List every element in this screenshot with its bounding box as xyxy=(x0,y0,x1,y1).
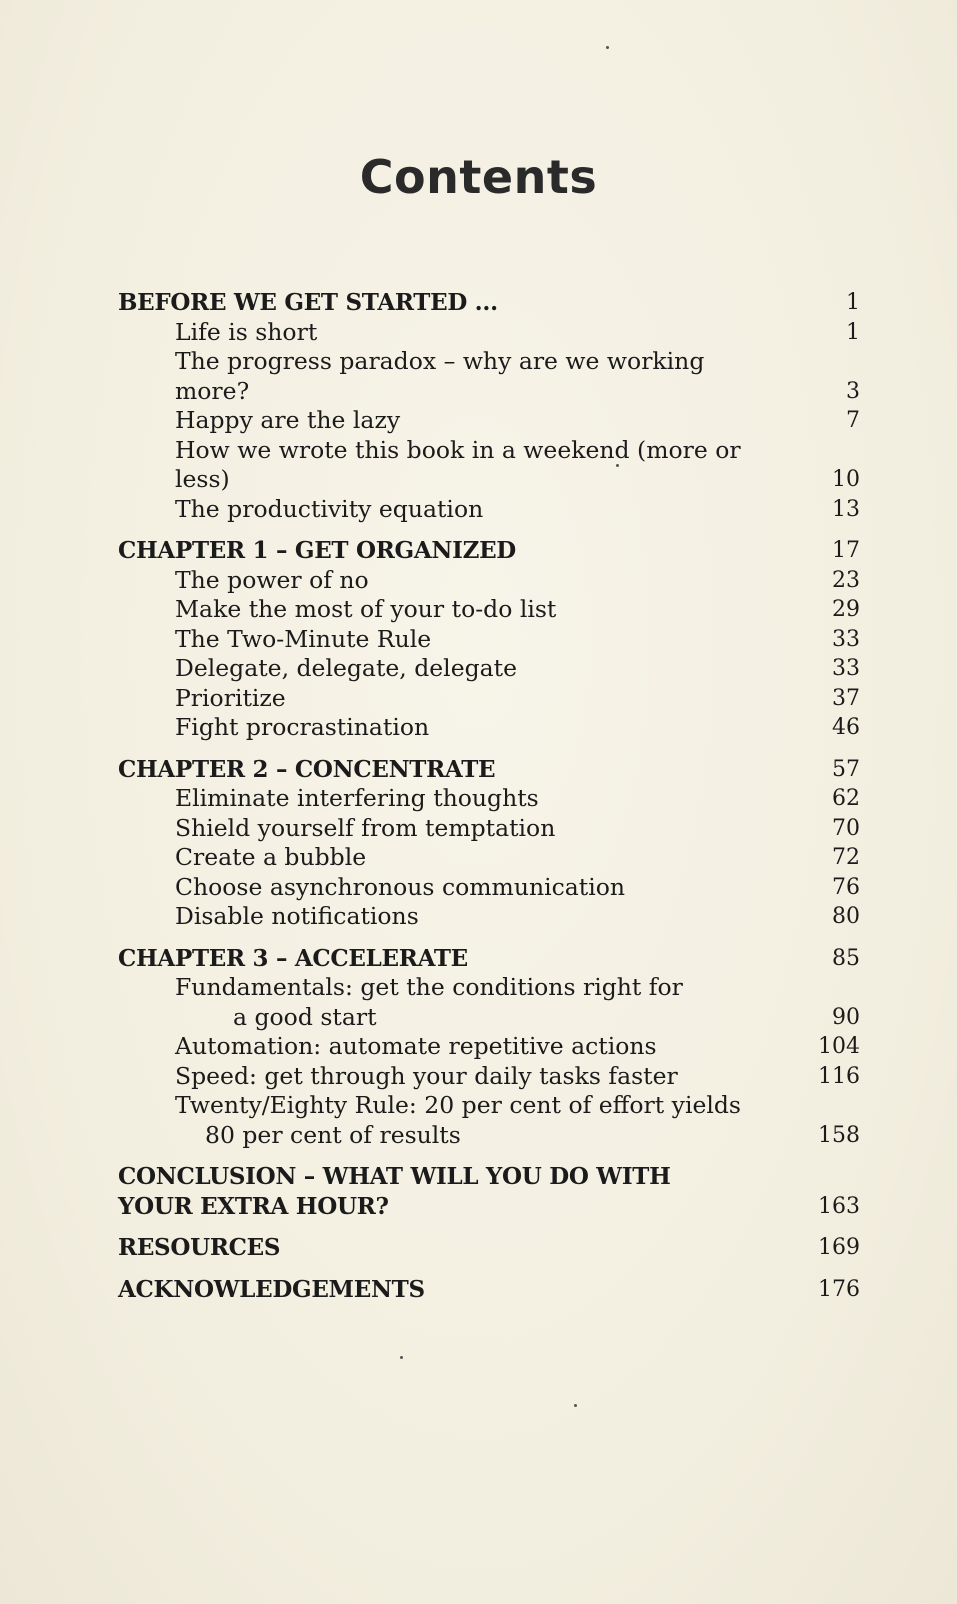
toc-entry[interactable] xyxy=(118,406,860,436)
toc-page-number: 10 xyxy=(832,467,860,492)
toc-entry-title: How we wrote this book in a weekend (more or less) xyxy=(175,435,741,493)
page-title: Contents xyxy=(359,150,598,204)
toc-page-number: 33 xyxy=(832,656,860,681)
toc-entry-title: a good start xyxy=(233,1002,377,1031)
paper-speck xyxy=(616,464,619,467)
toc-entry[interactable] xyxy=(118,595,860,625)
toc-page-number: 158 xyxy=(818,1122,860,1148)
toc-entry-title: Automation: automate repetitive actions xyxy=(175,1032,657,1060)
toc-page-number: 57 xyxy=(832,756,860,782)
toc-section xyxy=(118,536,860,743)
toc-entry[interactable] xyxy=(118,1062,860,1092)
toc-page-number: 17 xyxy=(832,538,860,563)
toc-entry-title: Happy are the lazy xyxy=(175,406,401,434)
toc-entry-title: Eliminate interfering thoughts xyxy=(175,784,539,812)
toc-entry[interactable] xyxy=(118,684,860,714)
toc-entry[interactable] xyxy=(118,1032,860,1062)
toc-entry[interactable] xyxy=(118,436,860,495)
toc-page-number: 29 xyxy=(832,597,860,622)
toc-entry[interactable] xyxy=(118,566,860,596)
toc-entry-title: The Two-Minute Rule xyxy=(175,624,432,653)
toc-section xyxy=(118,288,860,524)
toc-entry[interactable] xyxy=(118,654,860,684)
toc-section xyxy=(118,944,860,1151)
toc-entry-title: YOUR EXTRA HOUR? xyxy=(118,1192,389,1220)
toc-entry[interactable] xyxy=(118,784,860,814)
toc-entry-title: The power of no xyxy=(175,565,369,594)
toc-page-number: 1 xyxy=(846,290,860,315)
toc-page-number: 80 xyxy=(832,904,860,929)
paper-speck xyxy=(400,1356,403,1359)
toc-entry[interactable] xyxy=(118,713,860,743)
toc-page-number: 72 xyxy=(832,845,860,870)
toc-entry-title: CHAPTER 2 – CONCENTRATE xyxy=(118,755,496,783)
toc-entry-title: CONCLUSION – WHAT WILL YOU DO WITH xyxy=(118,1163,671,1190)
toc-heading[interactable] xyxy=(118,944,860,974)
toc-entry-title: CHAPTER 1 – GET ORGANIZED xyxy=(118,537,516,564)
toc-entry-title: RESOURCES xyxy=(118,1234,281,1261)
paper-speck xyxy=(574,1404,577,1407)
toc-page-number: 3 xyxy=(846,378,860,404)
table-of-contents xyxy=(118,288,860,1316)
toc-entry[interactable] xyxy=(118,973,860,1032)
toc-entry-title: Speed: get through your daily tasks faster xyxy=(175,1061,678,1090)
paper-speck xyxy=(606,46,609,49)
toc-page-number: 1 xyxy=(846,319,860,345)
toc-page-number: 163 xyxy=(818,1193,860,1219)
toc-entry-title: CHAPTER 3 – ACCELERATE xyxy=(118,944,468,972)
toc-entry-title: Shield yourself from temptation xyxy=(175,813,556,842)
toc-page-number: 33 xyxy=(832,626,860,652)
toc-section xyxy=(118,1275,860,1305)
toc-entry-title: 80 per cent of results xyxy=(205,1120,461,1149)
toc-entry-title: Prioritize xyxy=(175,683,286,712)
toc-entry-title: Choose asynchronous communication xyxy=(175,872,626,901)
toc-page-number: 104 xyxy=(818,1034,860,1059)
toc-entry-title: ACKNOWLEDGEMENTS xyxy=(118,1275,425,1303)
toc-entry[interactable] xyxy=(118,1091,860,1150)
toc-entry[interactable] xyxy=(118,814,860,844)
toc-heading[interactable] xyxy=(118,1275,860,1305)
toc-heading[interactable] xyxy=(118,536,860,566)
toc-section xyxy=(118,755,860,932)
toc-page-number: 23 xyxy=(832,567,860,593)
toc-section xyxy=(118,1162,860,1221)
toc-entry[interactable] xyxy=(118,843,860,873)
toc-heading[interactable] xyxy=(118,1162,860,1221)
toc-entry-title: Delegate, delegate, delegate xyxy=(175,654,518,682)
toc-heading[interactable] xyxy=(118,755,860,785)
toc-entry-title: Life is short xyxy=(175,317,318,346)
toc-page-number: 7 xyxy=(846,408,860,433)
toc-section xyxy=(118,1233,860,1263)
toc-entry-title: Twenty/Eighty Rule: 20 per cent of effort yields xyxy=(175,1091,741,1119)
toc-page-number: 116 xyxy=(818,1063,860,1089)
toc-page-number: 13 xyxy=(832,496,860,522)
toc-entry-title: BEFORE WE GET STARTED ... xyxy=(118,289,498,316)
toc-page-number: 176 xyxy=(818,1276,860,1302)
toc-entry-title: The productivity equation xyxy=(175,494,484,523)
toc-entry[interactable] xyxy=(118,347,860,406)
toc-page-number: 62 xyxy=(832,786,860,811)
toc-entry-title: The progress paradox – why are we working more? xyxy=(175,347,705,405)
toc-page-number: 169 xyxy=(818,1235,860,1260)
toc-entry-title: Fundamentals: get the conditions right for xyxy=(175,973,683,1001)
toc-page-number: 76 xyxy=(832,874,860,900)
toc-entry[interactable] xyxy=(118,495,860,525)
toc-page-number: 46 xyxy=(832,715,860,740)
toc-entry-title: Create a bubble xyxy=(175,843,367,871)
toc-entry[interactable] xyxy=(118,318,860,348)
toc-entry-title: Fight procrastination xyxy=(175,713,430,741)
toc-heading[interactable] xyxy=(118,288,860,318)
toc-entry[interactable] xyxy=(118,625,860,655)
toc-page-number: 90 xyxy=(832,1004,860,1030)
toc-entry[interactable] xyxy=(118,902,860,932)
toc-page-number: 70 xyxy=(832,815,860,841)
toc-entry-title: Disable notifications xyxy=(175,902,419,930)
toc-entry[interactable] xyxy=(118,873,860,903)
toc-entry-title: Make the most of your to-do list xyxy=(175,595,557,623)
toc-heading[interactable] xyxy=(118,1233,860,1263)
toc-page-number: 37 xyxy=(832,685,860,711)
toc-page-number: 85 xyxy=(832,945,860,971)
